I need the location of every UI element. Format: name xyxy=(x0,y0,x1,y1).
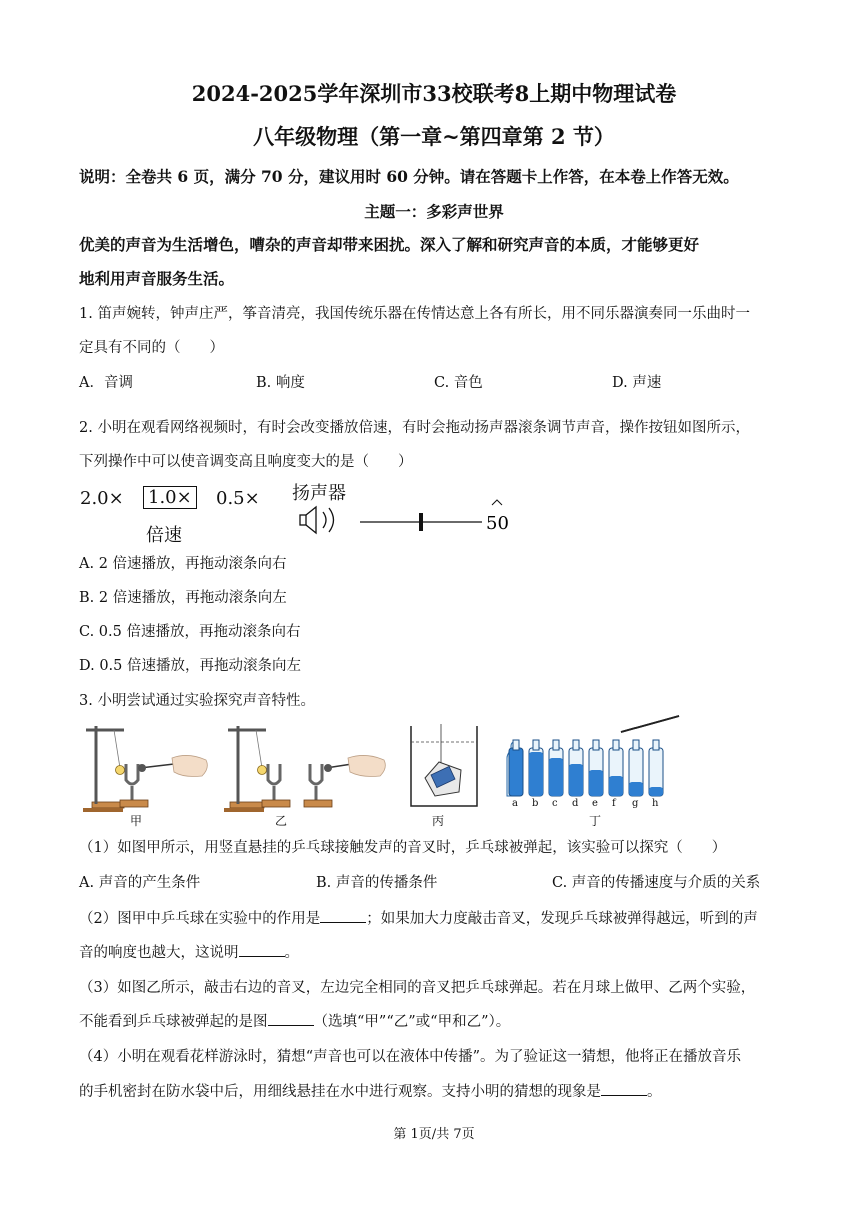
striking-rod xyxy=(621,716,679,732)
answer-blank[interactable] xyxy=(320,908,366,923)
volume-slider-figure xyxy=(296,498,526,542)
q3-part1-option-c: C. 声音的传播速度与介质的关系 xyxy=(552,875,761,891)
caret-icon xyxy=(492,500,502,505)
q1-stem-line2: 定具有不同的（ ） xyxy=(79,340,224,356)
q3-part4-line1: （4）小明在观看花样游泳时，猜想“声音也可以在液体中传播”。为了验证这一猜想，他将正在播放音乐 xyxy=(79,1049,742,1065)
theme-intro-line2: 地利用声音服务生活。 xyxy=(79,269,235,288)
q3-part2-line1 xyxy=(79,907,758,928)
bottle-e xyxy=(589,740,603,796)
volume-thumb xyxy=(419,513,423,531)
speed-label: 倍速 xyxy=(146,525,182,546)
bottle-f xyxy=(609,740,623,796)
bottle-letter-f: f xyxy=(612,798,616,809)
figure-yi-two-forks xyxy=(222,722,392,817)
q1-option-b: B. 响度 xyxy=(256,375,305,391)
bottles-row xyxy=(505,712,685,802)
q3-part2-line2 xyxy=(79,941,299,962)
bottle-h xyxy=(649,740,663,796)
bottle-letter-e: e xyxy=(592,798,598,809)
speed-05x-button: 0.5× xyxy=(216,488,260,509)
figure-bing-label: 丙 xyxy=(432,814,445,828)
q2-option-d: D. 0.5 倍速播放，再拖动滚条向左 xyxy=(79,658,301,674)
q3-part1-option-b: B. 声音的传播条件 xyxy=(316,875,438,891)
figure-yi-label: 乙 xyxy=(275,814,288,828)
q3-part4-line2 xyxy=(79,1080,662,1101)
figure-ding-label: 丁 xyxy=(589,814,602,828)
q3-part1-option-a: A. 声音的产生条件 xyxy=(79,875,201,891)
bottle-a xyxy=(509,740,523,796)
q3-part3-text-a: 不能看到乒乓球被弹起的是图 xyxy=(79,1014,268,1030)
theme-title: 主题一：多彩声世界 xyxy=(364,202,504,221)
q3-part4-text-a: 的手机密封在防水袋中后，用细线悬挂在水中进行观察。支持小明的猜想的现象是 xyxy=(79,1084,601,1100)
bottle-letter-d: d xyxy=(572,798,579,809)
instructions: 说明：全卷共 6 页，满分 70 分，建议用时 60 分钟。请在答题卡上作答，在本卷上作答无效。 xyxy=(79,167,739,186)
answer-blank[interactable] xyxy=(601,1081,647,1096)
bottle-letter-c: c xyxy=(552,798,558,809)
answer-blank[interactable] xyxy=(239,942,285,957)
bottle-letter-h: h xyxy=(652,798,659,809)
q3-part2-text-d: 。 xyxy=(284,945,299,961)
q3-part2-text-b: ；如果加大力度敲击音叉，发现乒乓球被弹得越远，听到的声 xyxy=(366,911,758,927)
q2-stem-line2: 下列操作中可以使音调变高且响度变大的是（ ） xyxy=(79,454,413,470)
speaker-label: 扬声器 xyxy=(292,483,346,504)
answer-blank[interactable] xyxy=(268,1011,314,1026)
q2-option-a: A. 2 倍速播放，再拖动滚条向右 xyxy=(79,556,287,572)
volume-value: 50 xyxy=(486,513,509,534)
bottle-b xyxy=(529,740,543,796)
speaker-icon xyxy=(300,507,334,533)
q3-part2-text-c: 音的响度也越大，这说明 xyxy=(79,945,239,961)
bottle-g xyxy=(629,740,643,796)
page-subtitle: 八年级物理（第一章~第四章第 2 节） xyxy=(253,124,615,149)
page-number: 第 1页/共 7页 xyxy=(393,1127,475,1142)
speed-2x-button: 2.0× xyxy=(80,488,124,509)
q3-part2-text-a: （2）图甲中乒乓球在实验中的作用是 xyxy=(79,911,321,927)
q2-stem-line1: 2. 小明在观看网络视频时，有时会改变播放倍速，有时会拖动扬声器滚条调节声音，操作按钮如图所示， xyxy=(79,420,750,436)
bottle-c xyxy=(549,740,563,796)
figure-bing-phone-in-water xyxy=(405,722,483,812)
q1-option-c: C. 音色 xyxy=(434,375,483,391)
speed-1x-button: 1.0× xyxy=(143,486,197,509)
bottle-letter-b: b xyxy=(532,798,539,809)
q2-option-c: C. 0.5 倍速播放，再拖动滚条向右 xyxy=(79,624,301,640)
q3-part3-line1: （3）如图乙所示，敲击右边的音叉，左边完全相同的音叉把乒乓球弹起。若在月球上做甲、乙两个实验， xyxy=(79,980,756,996)
q3-stem: 3. 小明尝试通过实验探究声音特性。 xyxy=(79,693,315,709)
bottle-d xyxy=(569,740,583,796)
figure-jia-tuning-fork xyxy=(78,722,213,817)
theme-intro-line1: 优美的声音为生活增色，嘈杂的声音却带来困扰。深入了解和研究声音的本质，才能够更好 xyxy=(79,235,700,254)
bottle-letter-a: a xyxy=(512,798,518,809)
q3-part4-text-b: 。 xyxy=(647,1084,662,1100)
q3-part3-line2 xyxy=(79,1010,510,1031)
q3-part1: （1）如图甲所示，用竖直悬挂的乒乓球接触发声的音叉时，乒乓球被弹起，该实验可以探究（ ） xyxy=(79,840,727,856)
q2-option-b: B. 2 倍速播放，再拖动滚条向左 xyxy=(79,590,287,606)
figure-jia-label: 甲 xyxy=(130,814,143,828)
q1-option-d: D. 声速 xyxy=(612,375,662,391)
q1-stem-line1: 1. 笛声婉转，钟声庄严，筝音清亮，我国传统乐器在传情达意上各有所长，用不同乐器演奏同一乐曲时一 xyxy=(79,306,750,322)
bottle-letter-g: g xyxy=(632,798,639,809)
page-title: 2024-2025学年深圳市33校联考8上期中物理试卷 xyxy=(191,81,677,106)
q1-option-a: A．音调 xyxy=(79,375,133,391)
q3-part3-text-b: （选填“甲”“乙”或“甲和乙”）。 xyxy=(313,1014,511,1030)
